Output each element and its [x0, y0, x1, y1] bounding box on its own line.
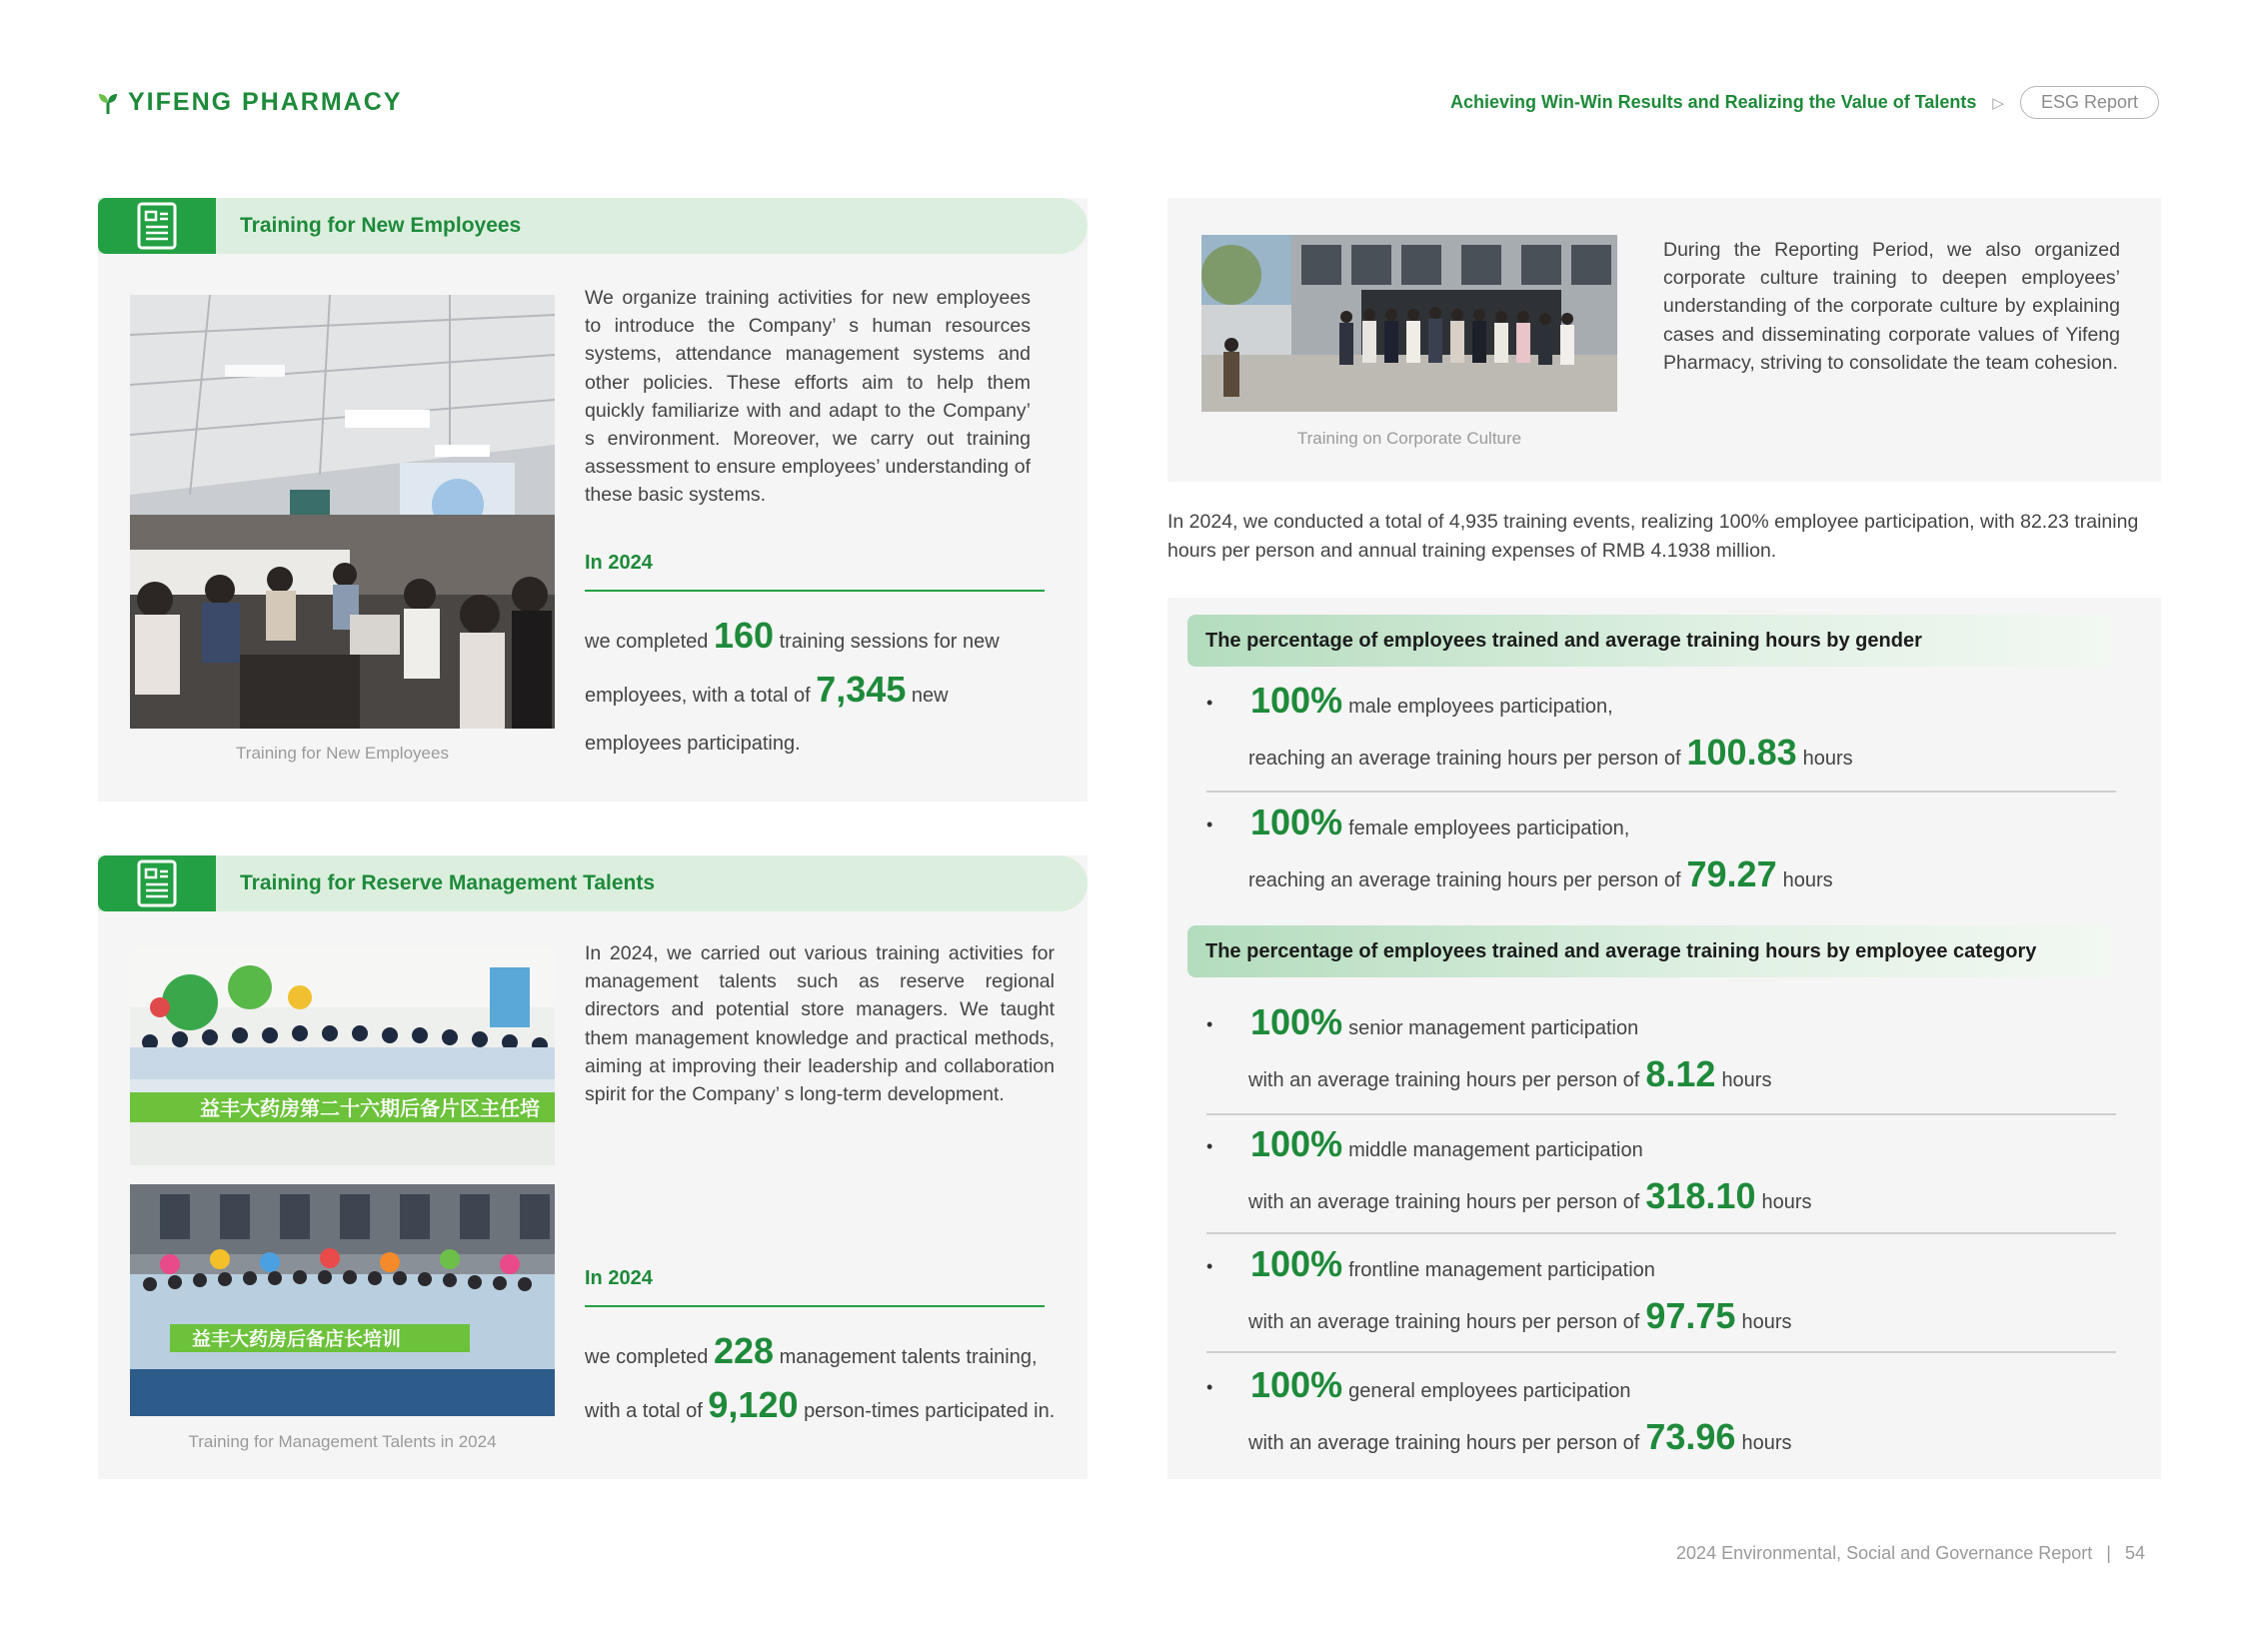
banner-text: 益丰大药房后备店长培训: [192, 1328, 402, 1350]
stat-mid: management talents training,: [779, 1346, 1038, 1368]
hours-unit: hours: [1721, 1069, 1772, 1091]
divider: [1206, 1351, 2116, 1353]
hours-unit: hours: [1761, 1191, 1812, 1213]
store-managers-photo: [130, 1184, 555, 1416]
stat-label: male employees participation,: [1348, 696, 1613, 718]
participation-pct: 100%: [1250, 680, 1343, 721]
trainings-count: 228: [713, 1330, 775, 1371]
participation-pct: 100%: [1250, 1364, 1343, 1405]
new-employees-photo: [130, 295, 555, 729]
hours-value: 8.12: [1645, 1053, 1716, 1094]
participation-pct: 100%: [1250, 1243, 1343, 1284]
bullet: •: [1206, 1136, 1213, 1156]
header-nav: [1450, 86, 2159, 119]
photo-caption: Training for New Employees: [236, 744, 449, 763]
participation-pct: 100%: [1250, 802, 1343, 842]
stat-label: general employees participation: [1348, 1380, 1631, 1402]
bullet: •: [1206, 815, 1213, 834]
stat-prefix: we completed: [585, 1346, 709, 1368]
leaf-logo-icon: [98, 92, 118, 114]
reserve-talents-stat: [585, 1327, 1065, 1435]
photo-caption: Training for Management Talents in 2024: [188, 1432, 497, 1451]
stat-suffix: person-times participated in.: [804, 1400, 1056, 1422]
stat-mid: training sessions for new employees, with a total of: [585, 631, 1000, 707]
stat-prefix: reaching an average training hours per person of: [1248, 748, 1681, 770]
hours-value: 73.96: [1645, 1416, 1736, 1457]
category-stats-heading: The percentage of employees trained and average training hours by employee category: [1187, 925, 2111, 977]
reserve-talents-description: In 2024, we carried out various training activities for management talents such as reserve regional directors and potential store managers. We taught them management knowledge and practical methods, aiming at improving their leadership and collaboration spirit for the Company’ s long-term development.: [585, 942, 1055, 1106]
stat-male: [1206, 680, 2116, 778]
corporate-culture-photo: [1201, 235, 1617, 412]
stat-prefix: with an average training hours per person of: [1248, 1191, 1640, 1213]
new-employees-description: We organize training activities for new employees to introduce the Company’ s human resources systems, attendance management systems and other policies. These efforts aim to help them quickly familiarize with and adapt to the Company’ s environment. Moreover, we carry out training assessment to ensure employees’ understanding of these basic systems.: [585, 287, 1031, 507]
page-number: 54: [2124, 1543, 2145, 1563]
stat-frontline-management: [1206, 1243, 2116, 1341]
divider: [1206, 1113, 2116, 1115]
divider: [1206, 791, 2116, 793]
gender-stats-heading: The percentage of employees trained and average training hours by gender: [1187, 615, 2111, 667]
hours-value: 318.10: [1645, 1175, 1756, 1216]
sessions-count: 160: [713, 615, 775, 656]
stat-senior-management: [1206, 1001, 2116, 1099]
divider: [1206, 1232, 2116, 1234]
stat-prefix: with an average training hours per person of: [1248, 1311, 1640, 1333]
hours-value: 100.83: [1686, 732, 1797, 773]
hours-value: 79.27: [1686, 853, 1777, 894]
stat-general-employees: [1206, 1364, 2116, 1462]
divider: [585, 1305, 1045, 1307]
year-label: In 2024: [585, 1267, 653, 1289]
stat-middle-management: [1206, 1123, 2116, 1221]
stat-prefix: with an average training hours per person of: [1248, 1432, 1640, 1454]
stat-suffix: new employees participating.: [585, 685, 949, 755]
footer-separator: |: [2106, 1543, 2111, 1563]
hours-unit: hours: [1741, 1432, 1792, 1454]
bullet: •: [1206, 693, 1213, 713]
new-employees-stat: [585, 612, 1045, 768]
chapter-title: Achieving Win-Win Results and Realizing the Value of Talents: [1449, 92, 1977, 112]
hours-unit: hours: [1782, 869, 1833, 891]
stat-label: middle management participation: [1348, 1139, 1643, 1161]
divider: [585, 590, 1045, 592]
hours-unit: hours: [1802, 748, 1853, 770]
new-employees-section-bar: [98, 198, 1088, 254]
banner-text: 益丰大药房第二十六期后备片区主任培: [200, 1096, 540, 1120]
document-icon: [98, 855, 216, 911]
document-icon: [98, 198, 216, 254]
hours-value: 97.75: [1645, 1295, 1736, 1336]
bullet: •: [1206, 1256, 1213, 1276]
reserve-directors-photo: [130, 947, 555, 1165]
year-label: In 2024: [585, 552, 653, 574]
stat-prefix: reaching an average training hours per person of: [1248, 869, 1681, 891]
stat-label: female employees participation,: [1348, 818, 1630, 839]
bullet: •: [1206, 1377, 1213, 1397]
reserve-talents-section-bar: [98, 855, 1088, 911]
participants-count: 7,345: [816, 669, 907, 710]
stat-mid-2: with a total of: [585, 1400, 703, 1422]
report-name: 2024 Environmental, Social and Governance Report: [1676, 1543, 2093, 1563]
brand-logo: [98, 88, 402, 117]
bullet: •: [1206, 1014, 1213, 1034]
training-summary: In 2024, we conducted a total of 4,935 training events, realizing 100% employee participation, with 82.23 training hours per person and annual training expenses of RMB 4.1938 million.: [1167, 511, 2139, 562]
section-title: Training for New Employees: [240, 214, 522, 237]
stat-label: frontline management participation: [1348, 1259, 1655, 1281]
stat-label: senior management participation: [1348, 1017, 1639, 1039]
play-triangle-icon: ▷: [1992, 94, 2004, 112]
participation-pct: 100%: [1250, 1123, 1343, 1164]
stat-prefix: we completed: [585, 631, 709, 653]
hours-unit: hours: [1741, 1311, 1792, 1333]
participation-pct: 100%: [1250, 1001, 1343, 1042]
stat-female: [1206, 802, 2116, 899]
photo-caption: Training on Corporate Culture: [1296, 429, 1522, 448]
esg-report-tag[interactable]: ESG Report: [2020, 86, 2159, 119]
page-footer: [1676, 1543, 2145, 1564]
stat-prefix: with an average training hours per person of: [1248, 1069, 1640, 1091]
brand-name: YIFENG PHARMACY: [128, 88, 403, 116]
section-title: Training for Reserve Management Talents: [240, 871, 656, 894]
person-times-count: 9,120: [708, 1384, 799, 1425]
corporate-culture-description: During the Reporting Period, we also organized corporate culture training to deepen employees’ understanding of the corporate culture by explaining cases and disseminating corporate values of Yifeng Pharmacy, striving to consolidate the team cohesion.: [1663, 239, 2120, 374]
